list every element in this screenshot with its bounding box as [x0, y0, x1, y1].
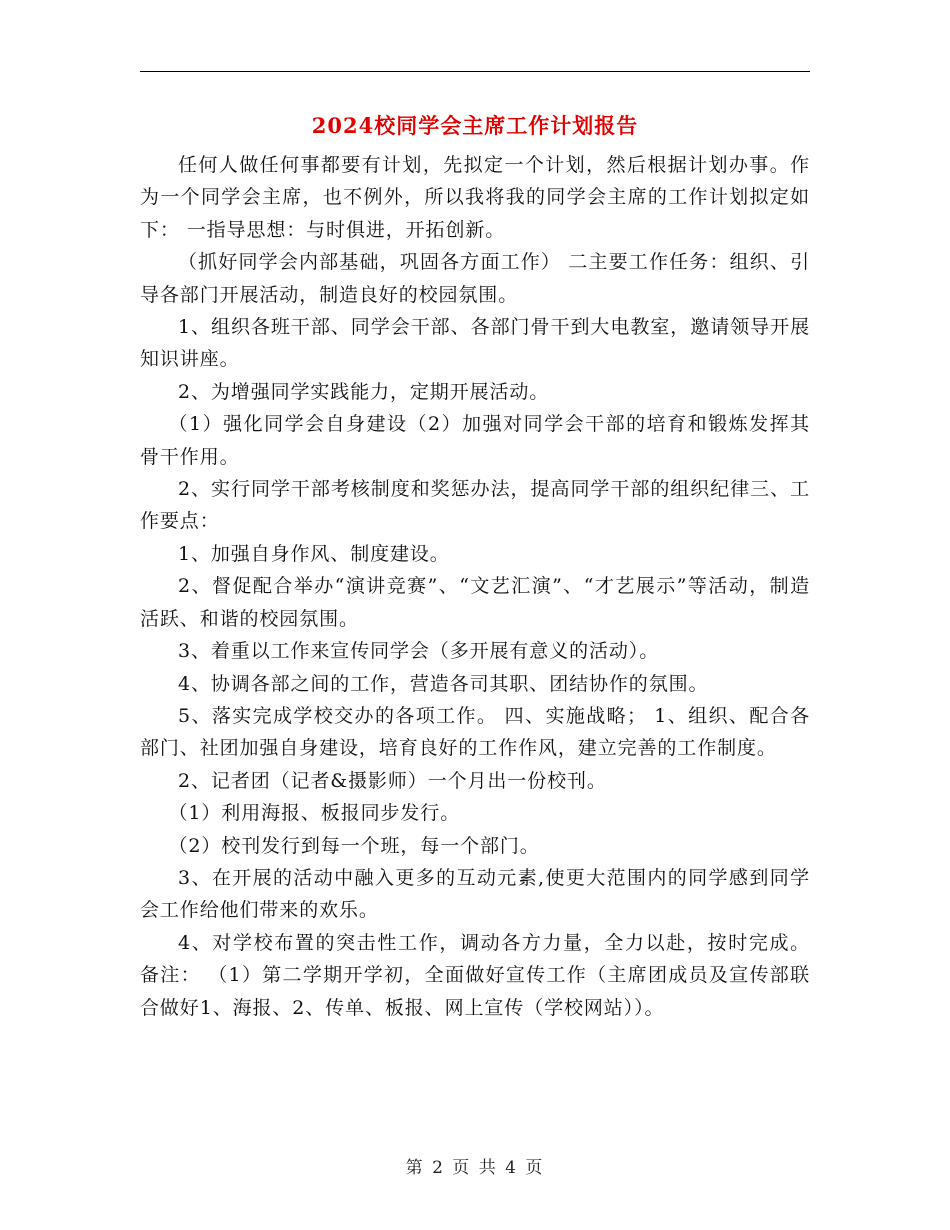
paragraph-strategy-4: 4、对学校布置的突击性工作，调动各方力量，全力以赴，按时完成。 备注： （1）第二学期开学初，全面做好宣传工作（主席团成员及宣传部联合做好1、海报、2、传单、板报、网上宣传（学校网站））。 [140, 931, 810, 1019]
paragraph-strategy-2-sub-2: （2）校刊发行到每一个班，每一个部门。 [168, 834, 540, 857]
paragraph-point-2: 2、督促配合举办“演讲竞赛”、“文艺汇演”、“才艺展示”等活动，制造活跃、和谐的校园氛围。 [140, 575, 810, 630]
document-body [140, 149, 810, 1024]
paragraph-point-4: 4、协调各部之间的工作，营造各司其职、团结协作的氛围。 [178, 672, 709, 695]
paragraph-intro: 任何人做任何事都要有计划，先拟定一个计划，然后根据计划办事。作为一个同学会主席，也不例外，所以我将我的同学会主席的工作计划拟定如下： 一指导思想：与时俱进，开拓创新。 [140, 154, 810, 241]
paragraph-point-5: 5、落实完成学校交办的各项工作。 四、实施战略； 1、组织、配合各部门、社团加强自身建设，培育良好的工作作风，建立完善的工作制度。 [140, 704, 810, 760]
header-rule [140, 71, 810, 72]
paragraph-task-2: 2、为增强同学实践能力，定期开展活动。 [178, 380, 550, 403]
page-number: 第 2 页 共 4 页 [405, 1158, 545, 1178]
paragraph-assessment: 2、实行同学干部考核制度和奖惩办法，提高同学干部的组织纪律三、工作要点： [140, 478, 810, 533]
paragraph-task-2-sub: （1）强化同学会自身建设（2）加强对同学会干部的培育和锻炼发挥其骨干作用。 [140, 413, 810, 468]
paragraph-point-3: 3、着重以工作来宣传同学会（多开展有意义的活动）。 [178, 640, 660, 663]
paragraph-strategy-3: 3、在开展的活动中融入更多的互动元素,使更大范围内的同学感到同学会工作给他们带来的欢乐。 [140, 866, 810, 922]
paragraph-task-1: 1、组织各班干部、同学会干部、各部门骨干到大电教室，邀请领导开展知识讲座。 [140, 316, 810, 371]
paragraph-strategy-2-sub-1: （1）利用海报、板报同步发行。 [168, 802, 461, 825]
paragraph-strategy-2: 2、记者团（记者&摄影师）一个月出一份校刊。 [178, 769, 607, 792]
paragraph-main-tasks: （抓好同学会内部基础，巩固各方面工作） 二主要工作任务：组织、引导各部门开展活动，制造良好的校园氛围。 [140, 251, 810, 306]
paragraph-point-1: 1、加强自身作风、制度建设。 [178, 542, 450, 565]
document-title: 2024校同学会主席工作计划报告 [311, 113, 639, 138]
